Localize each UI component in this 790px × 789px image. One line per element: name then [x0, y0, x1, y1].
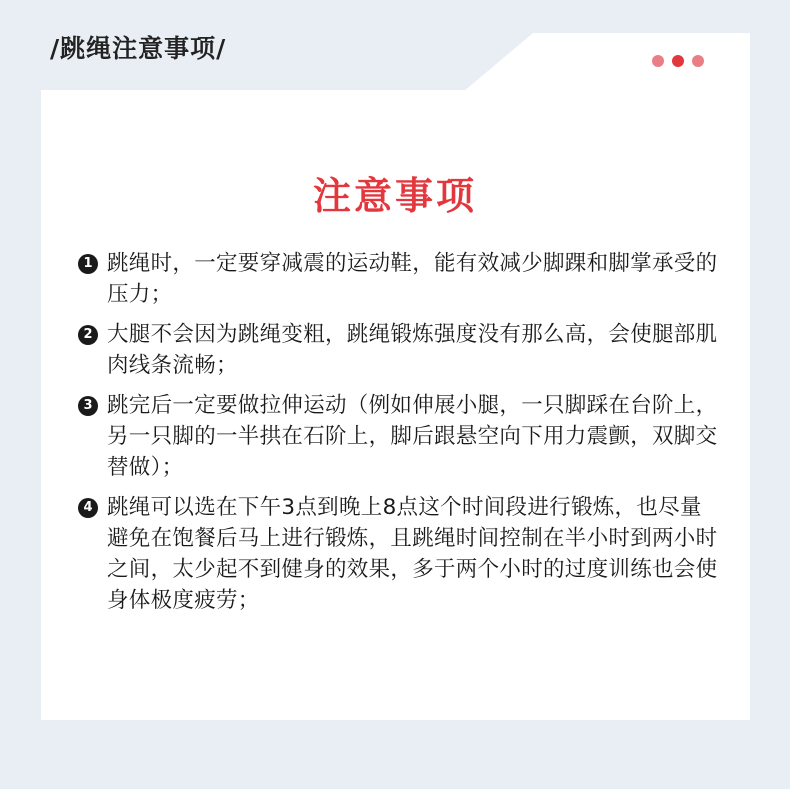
note-number-badge: 4 [78, 498, 98, 518]
note-item [78, 248, 718, 310]
window-dots [652, 55, 704, 67]
note-text: 跳完后一定要做拉伸运动（例如伸展小腿，一只脚踩在台阶上，另一只脚的一半拱在石阶上，脚后跟悬空向下用力震颤，双脚交替做）； [107, 393, 718, 480]
note-item [78, 492, 718, 616]
dot-left [652, 55, 664, 67]
note-number-badge: 3 [78, 396, 98, 416]
note-text: 跳绳可以选在下午3点到晚上8点这个时间段进行锻炼，也尽量避免在饱餐后马上进行锻炼，且跳绳时间控制在半小时到两小时之间，太少起不到健身的效果，多于两个小时的过度训练也会使身体极度疲劳； [107, 495, 718, 613]
note-item [78, 319, 718, 381]
dot-right [692, 55, 704, 67]
section-header-label: /跳绳注意事项/ [50, 34, 227, 63]
notes-list [78, 248, 718, 625]
note-text: 跳绳时，一定要穿减震的运动鞋，能有效减少脚踝和脚掌承受的压力； [107, 251, 718, 307]
note-number-badge: 2 [78, 325, 98, 345]
note-item [78, 390, 718, 483]
dot-middle [672, 55, 684, 67]
card-title: 注意事项 [312, 174, 477, 218]
note-text: 大腿不会因为跳绳变粗，跳绳锻炼强度没有那么高，会使腿部肌肉线条流畅； [107, 322, 718, 378]
note-number-badge: 1 [78, 254, 98, 274]
